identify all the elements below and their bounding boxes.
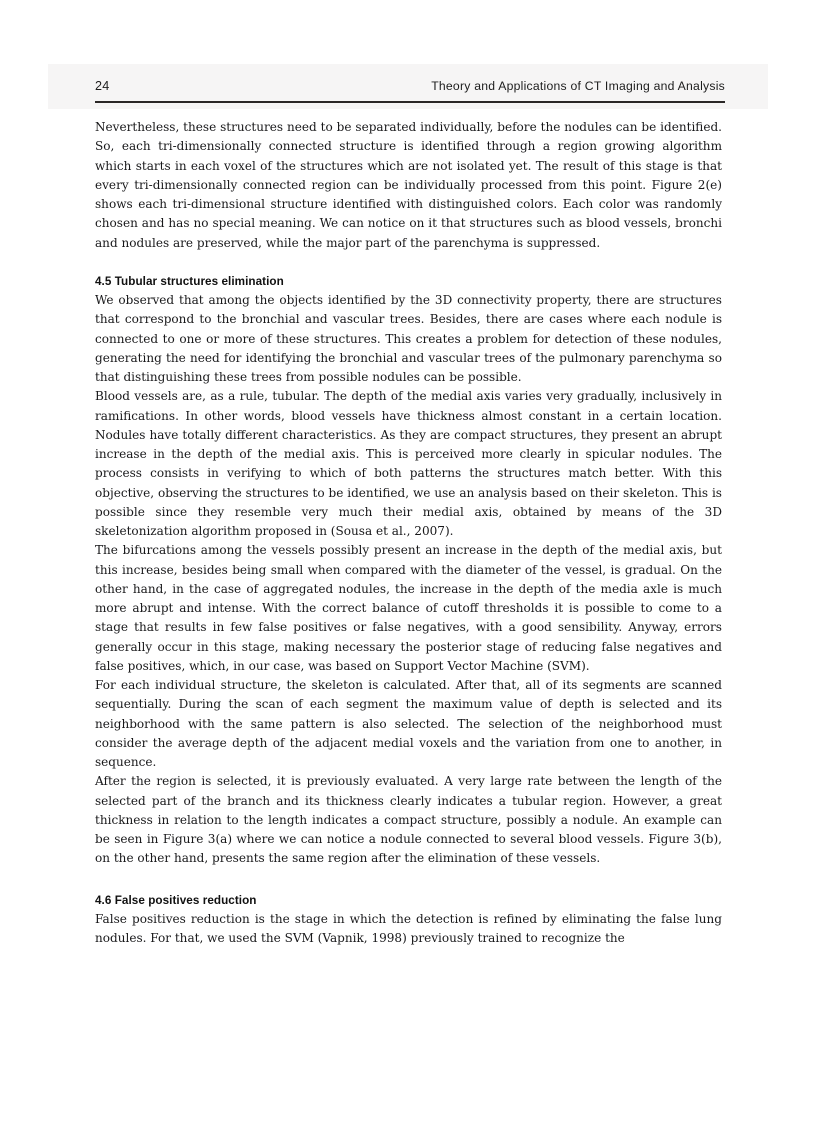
paragraph: Blood vessels are, as a rule, tubular. The depth of the medial axis varies very gradually, inclusively in ramifications. In other words, blood vessels have thickness almost constant in a certain location. Nodules have totally different characteristics. As they are compact structures, they present an abrupt increase in the depth of the medial axis. This is perceived more clearly in spicular nodules. The process consists in verifying to which of both patterns the structures match better. With this objective, observing the structures to be identified, we use an analysis based on their skeleton. This is possible since they resemble very much their medial axis, obtained by means of the 3D skeletonization algorithm proposed in (Sousa et al., 2007). [95, 389, 722, 538]
body-text-column [95, 118, 722, 948]
paragraph: For each individual structure, the skeleton is calculated. After that, all of its segments are scanned sequentially. During the scan of each segment the maximum value of depth is selected and its neighborhood with the same pattern is also selected. The selection of the neighborhood must consider the average depth of the adjacent medial voxels and the variation from one to another, in sequence. [95, 678, 722, 769]
section-heading-4-6: 4.6 False positives reduction [95, 893, 257, 907]
paragraph: After the region is selected, it is previously evaluated. A very large rate between the length of the selected part of the branch and its thickness clearly indicates a tubular region. However, a great thickness in relation to the length indicates a compact structure, possibly a nodule. An example can be seen in Figure 3(a) where we can notice a nodule connected to several blood vessels. Figure 3(b), on the other hand, presents the same region after the elimination of these vessels. [95, 774, 722, 866]
running-head-title: Theory and Applications of CT Imaging and Analysis [431, 79, 725, 93]
running-head [95, 79, 725, 99]
paragraph: Nevertheless, these structures need to be separated individually, before the nodules can be identified. So, each tri-dimensionally connected structure is identified through a region growing algorithm which starts in each voxel of the structures which are not isolated yet. The result of this stage is that every tri-dimensionally connected region can be individually processed from this point. Figure 2(e) shows each tri-dimensional structure identified with distinguished colors. Each color was randomly chosen and has no special meaning. We can notice on it that structures such as blood vessels, bronchi and nodules are preserved, while the major part of the parenchyma is suppressed. [95, 120, 722, 250]
paragraph: The bifurcations among the vessels possibly present an increase in the depth of the medial axis, but this increase, besides being small when compared with the diameter of the vessel, is gradual. On the other hand, in the case of aggregated nodules, the increase in the depth of the media axle is much more abrupt and intense. With the correct balance of cutoff thresholds it is possible to come to a stage that results in few false positives or false negatives, with a good sensibility. Anyway, errors generally occur in this stage, making necessary the posterior stage of reducing false negatives and false positives, which, in our case, was based on Support Vector Machine (SVM). [95, 543, 722, 673]
section-heading-4-5: 4.5 Tubular structures elimination [95, 274, 284, 288]
paragraph: False positives reduction is the stage in which the detection is refined by eliminating the false lung nodules. For that, we used the SVM (Vapnik, 1998) previously trained to recognize the [95, 911, 722, 945]
paragraph: We observed that among the objects identified by the 3D connectivity property, there are structures that correspond to the bronchial and vascular trees. Besides, there are cases where each nodule is connected to one or more of these structures. This creates a problem for detection of these nodules, generating the need for identifying the bronchial and vascular trees of the pulmonary parenchyma so that distinguishing these trees from possible nodules can be possible. [95, 293, 722, 384]
section-spacer [95, 253, 722, 272]
page-number: 24 [95, 79, 110, 93]
section-spacer [95, 869, 722, 891]
header-divider [95, 101, 725, 103]
